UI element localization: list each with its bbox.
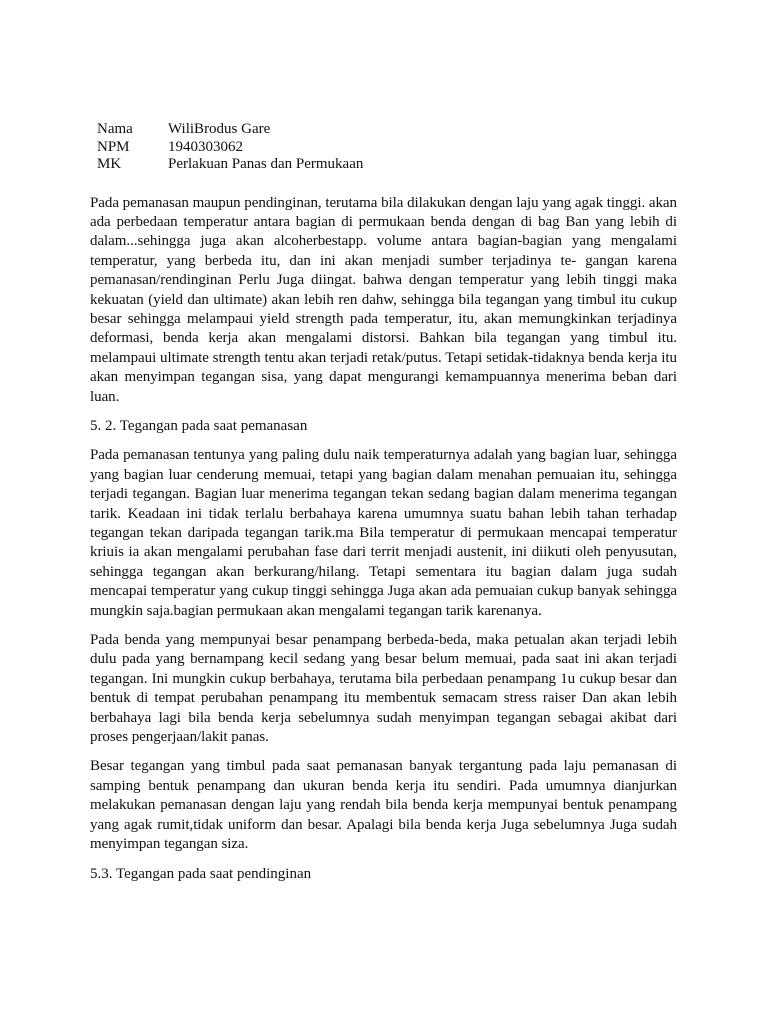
section-heading-cooling: 5.3. Tegangan pada saat pendinginan — [90, 865, 312, 882]
document-page — [90, 121, 677, 894]
info-label-name: Nama — [97, 121, 133, 137]
info-value-npm: 1940303062 — [168, 138, 243, 155]
intro-paragraph: Pada pemanasan maupun pendinginan, terutama bila dilakukan dengan laju yang agak tinggi. akan ada perbedaan temperatur antara bagian di permukaan benda dengan di bag Ban yang lebih di dalam...sehingga juga akan alcoherbestapp. volume antara bagian-bagian yang mengalami temperatur, yang berbeda itu, dan ini akan menjadi sumber terjadinya te- gangan karena pemanasan/rendinginan Perlu Juga diingat. bahwa dengan temperatur yang lebih tinggi maka kekuatan (yield dan ultimate) akan lebih ren dahw, sehingga bila tegangan yang timbul itu cukup besar sehingga melampaui yield strength pada temperatur, itu, akan memungkinkan terjadinya deformasi, benda kerja akan mengalami distorsi. Bahkan bila tegangan yang timbul itu. melampaui ultimate strength tentu akan terjadi retak/putus. Tetapi setidak-tidaknya benda kerja itu akan menyimpan tegangan sisa, yang dapat mengurangi kemampuannya menerima beban dari luan. — [90, 194, 677, 405]
info-label-course: MK — [97, 156, 122, 172]
info-value-name: WiliBrodus Gare — [168, 121, 271, 137]
heating-paragraph-1: Pada pemanasan tentunya yang paling dulu naik temperaturnya adalah yang bagian luar, sehingga yang bagian luar cenderung memuai, tetapi yang bagian dalam menahan pemuaian itu, sehingga terjadi tegangan. Bagian luar menerima tegangan tekan sedang bagian dalam menerima tegangan tarik. Keadaan ini tidak terlalu berbahaya karena umumnya suatu bahan lebih tahan terhadap tegangan tekan daripada tegangan tarik.ma Bila temperatur di permukaan mencapai temperatur kriuis ia akan mengalami perubahan fase dari territ menjadi austenit, ini diikuti oleh penyusutan, sehingga tegangan akan berkurang/hilang. Tetapi sementara itu bagian dalam juga sudah mencapai temperatur yang cukup tinggi sehingga Juga akan ada pemuaian cukup banyak sehingga mungkin saja.bagian permukaan akan mengalami tegangan tarik karenanya. — [90, 447, 677, 619]
heating-paragraph-3: Besar tegangan yang timbul pada saat pemanasan banyak tergantung pada laju pemanasan di samping bentuk penampang dan ukuran benda kerja itu sendiri. Pada umumnya dianjurkan melakukan pemanasan dengan laju yang rendah bila benda kerja mempunyai bentuk penampang yang agak rumit,tidak uniform dan besar. Apalagi bila benda kerja Juga sebelumnya Juga sudah menyimpan tegangan siza. — [90, 758, 677, 853]
info-row-name — [97, 121, 363, 139]
info-value-course: Perlakuan Panas dan Permukaan — [168, 156, 364, 172]
heating-paragraph-2: Pada benda yang mempunyai besar penampang berbeda-beda, maka petualan akan terjadi lebih dulu pada yang bernampang kecil sedang yang besar belum memuai, pada saat ini akan terjadi tegangan. Ini mungkin cukup berbahaya, terutama bila perbedaan penampang 1u cukup besar dan bentuk di tempat perubahan penampang itu membentuk semacam stress raiser Dan akan lebih berbahaya lagi bila benda kerja sebelumnya sudah menyimpan tegangan sebagai akibat dari proses pengerjaan/lakit panas. — [90, 632, 677, 746]
info-label-npm: NPM — [97, 138, 130, 155]
document-body — [90, 194, 677, 884]
section-heading-heating: 5. 2. Tegangan pada saat pemanasan — [90, 417, 308, 434]
info-row-npm — [97, 139, 363, 157]
info-row-course — [97, 156, 363, 174]
student-info-table — [97, 121, 363, 174]
